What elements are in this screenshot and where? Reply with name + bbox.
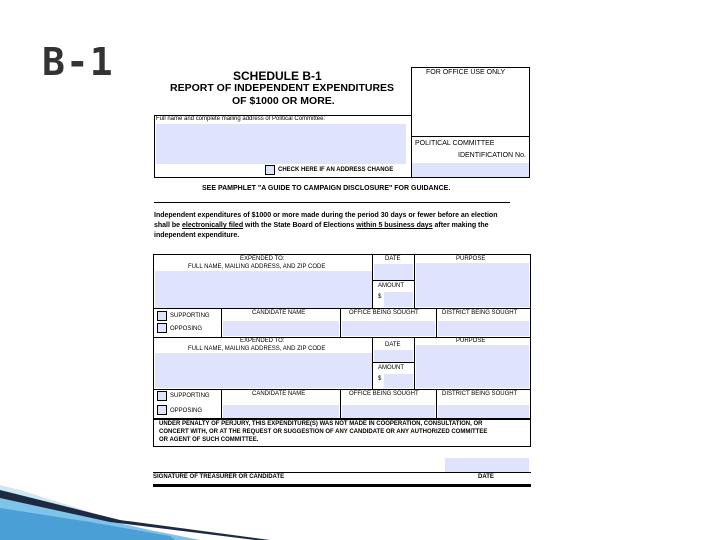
- district-sought-label: DISTRICT BEING SOUGHT: [442, 391, 518, 397]
- form-title: SCHEDULE B-1: [233, 69, 322, 83]
- district-sought-field[interactable]: [438, 405, 529, 418]
- slide-title: B-1: [42, 40, 114, 84]
- opposing-label: OPPOSING: [170, 326, 203, 332]
- supporting-label: SUPPORTING: [170, 393, 210, 399]
- amount-label: AMOUNT: [378, 283, 404, 289]
- committee-address-label: Full name and complete mailing address of Political Committee:: [156, 116, 326, 122]
- signature-date-label: DATE: [478, 474, 494, 480]
- committee-id-label-2: IDENTIFICATION No.: [458, 152, 526, 159]
- candidate-name-label: CANDIDATE NAME: [252, 310, 306, 316]
- perjury-line-3: OR AGENT OF SUCH COMMITTEE.: [159, 437, 259, 443]
- expended-to-sublabel: FULL NAME, MAILING ADDRESS, AND ZIP CODE: [188, 264, 326, 270]
- purpose-label: PURPOSE: [456, 338, 486, 344]
- date-field[interactable]: [374, 264, 413, 280]
- perjury-line-1: UNDER PENALTY OF PERJURY, THIS EXPENDITURE(S) WAS NOT MADE IN COOPERATION, CONSULTATION, OR: [159, 421, 483, 427]
- opposing-checkbox[interactable]: [157, 323, 167, 333]
- expended-to-label: EXPENDED TO:: [240, 338, 285, 344]
- signature-date-field[interactable]: [445, 458, 529, 472]
- office-sought-label: OFFICE BEING SOUGHT: [349, 391, 419, 397]
- row-divider: [153, 308, 531, 309]
- opposing-checkbox[interactable]: [157, 405, 167, 415]
- purpose-label: PURPOSE: [456, 256, 486, 262]
- col-divider: [221, 389, 222, 419]
- col-divider: [340, 308, 341, 337]
- candidate-name-label: CANDIDATE NAME: [252, 391, 306, 397]
- candidate-name-field[interactable]: [223, 321, 339, 336]
- amount-field[interactable]: [384, 292, 413, 307]
- office-sought-field[interactable]: [342, 405, 435, 418]
- pamphlet-note: SEE PAMPHLET "A GUIDE TO CAMPAIGN DISCLOSURE" FOR GUIDANCE.: [202, 185, 451, 192]
- purpose-field[interactable]: [416, 263, 529, 307]
- committee-address-field[interactable]: [156, 124, 406, 164]
- supporting-checkbox[interactable]: [157, 391, 167, 401]
- office-use-label: FOR OFFICE USE ONLY: [426, 69, 506, 76]
- district-sought-field[interactable]: [438, 321, 529, 336]
- opposing-label: OPPOSING: [170, 408, 203, 414]
- perjury-line-2: CONCERT WITH, OR AT THE REQUEST OR SUGGESTION OF ANY CANDIDATE OR ANY AUTHORIZED COMMITTEE: [159, 429, 488, 435]
- instructions-line-2: shall be electronically filed with the State Board of Elections within 5 business days after making the: [154, 222, 489, 229]
- form-subtitle-2: OF $1000 OR MORE.: [232, 95, 335, 107]
- corner-swoosh-decoration: [0, 450, 300, 540]
- office-sought-label: OFFICE BEING SOUGHT: [349, 310, 419, 316]
- date-divider: [373, 280, 414, 281]
- office-box-left-border: [411, 67, 412, 178]
- instructions-line-1: Independent expenditures of $1000 or more made during the period 30 days or fewer before an election: [154, 212, 498, 219]
- address-change-checkbox[interactable]: [265, 165, 275, 175]
- supporting-label: SUPPORTING: [170, 313, 210, 319]
- col-divider: [414, 254, 415, 308]
- amount-label: AMOUNT: [378, 365, 404, 371]
- col-divider: [436, 389, 437, 419]
- district-sought-label: DISTRICT BEING SOUGHT: [442, 310, 518, 316]
- currency-symbol: $: [378, 294, 382, 300]
- col-divider: [436, 308, 437, 337]
- col-divider: [414, 338, 415, 389]
- col-divider: [340, 389, 341, 419]
- instructions-line-3: independent expenditure.: [154, 232, 240, 239]
- form-subtitle-1: REPORT OF INDEPENDENT EXPENDITURES: [170, 82, 395, 94]
- office-divider: [411, 136, 530, 137]
- committee-id-field[interactable]: [412, 163, 529, 177]
- currency-symbol: $: [378, 376, 382, 382]
- amount-field[interactable]: [384, 374, 413, 388]
- office-sought-field[interactable]: [342, 321, 435, 336]
- office-box-top-border: [411, 67, 530, 68]
- expended-to-sublabel: FULL NAME, MAILING ADDRESS, AND ZIP CODE: [188, 346, 326, 352]
- col-divider: [372, 254, 373, 308]
- purpose-field[interactable]: [416, 345, 529, 388]
- supporting-checkbox[interactable]: [157, 311, 167, 321]
- col-divider: [372, 338, 373, 389]
- date-label: DATE: [385, 256, 401, 262]
- candidate-name-field[interactable]: [223, 405, 339, 418]
- expended-to-field[interactable]: [155, 353, 372, 388]
- row-divider: [153, 389, 531, 390]
- col-divider: [221, 308, 222, 337]
- address-change-label: CHECK HERE IF AN ADDRESS CHANGE: [278, 167, 394, 173]
- expended-to-label: EXPENDED TO:: [240, 256, 285, 262]
- date-divider: [373, 362, 414, 363]
- date-field[interactable]: [374, 350, 413, 362]
- committee-box-left-border: [154, 115, 155, 178]
- expended-to-field[interactable]: [155, 271, 372, 308]
- pamphlet-rule: [154, 202, 510, 203]
- date-label: DATE: [385, 342, 401, 348]
- committee-id-label-1: POLITICAL COMMITTEE: [415, 140, 495, 147]
- office-box-right-border: [529, 67, 530, 178]
- signature-label: SIGNATURE OF TREASURER OR CANDIDATE: [153, 474, 285, 480]
- committee-box-bottom-border: [154, 177, 530, 178]
